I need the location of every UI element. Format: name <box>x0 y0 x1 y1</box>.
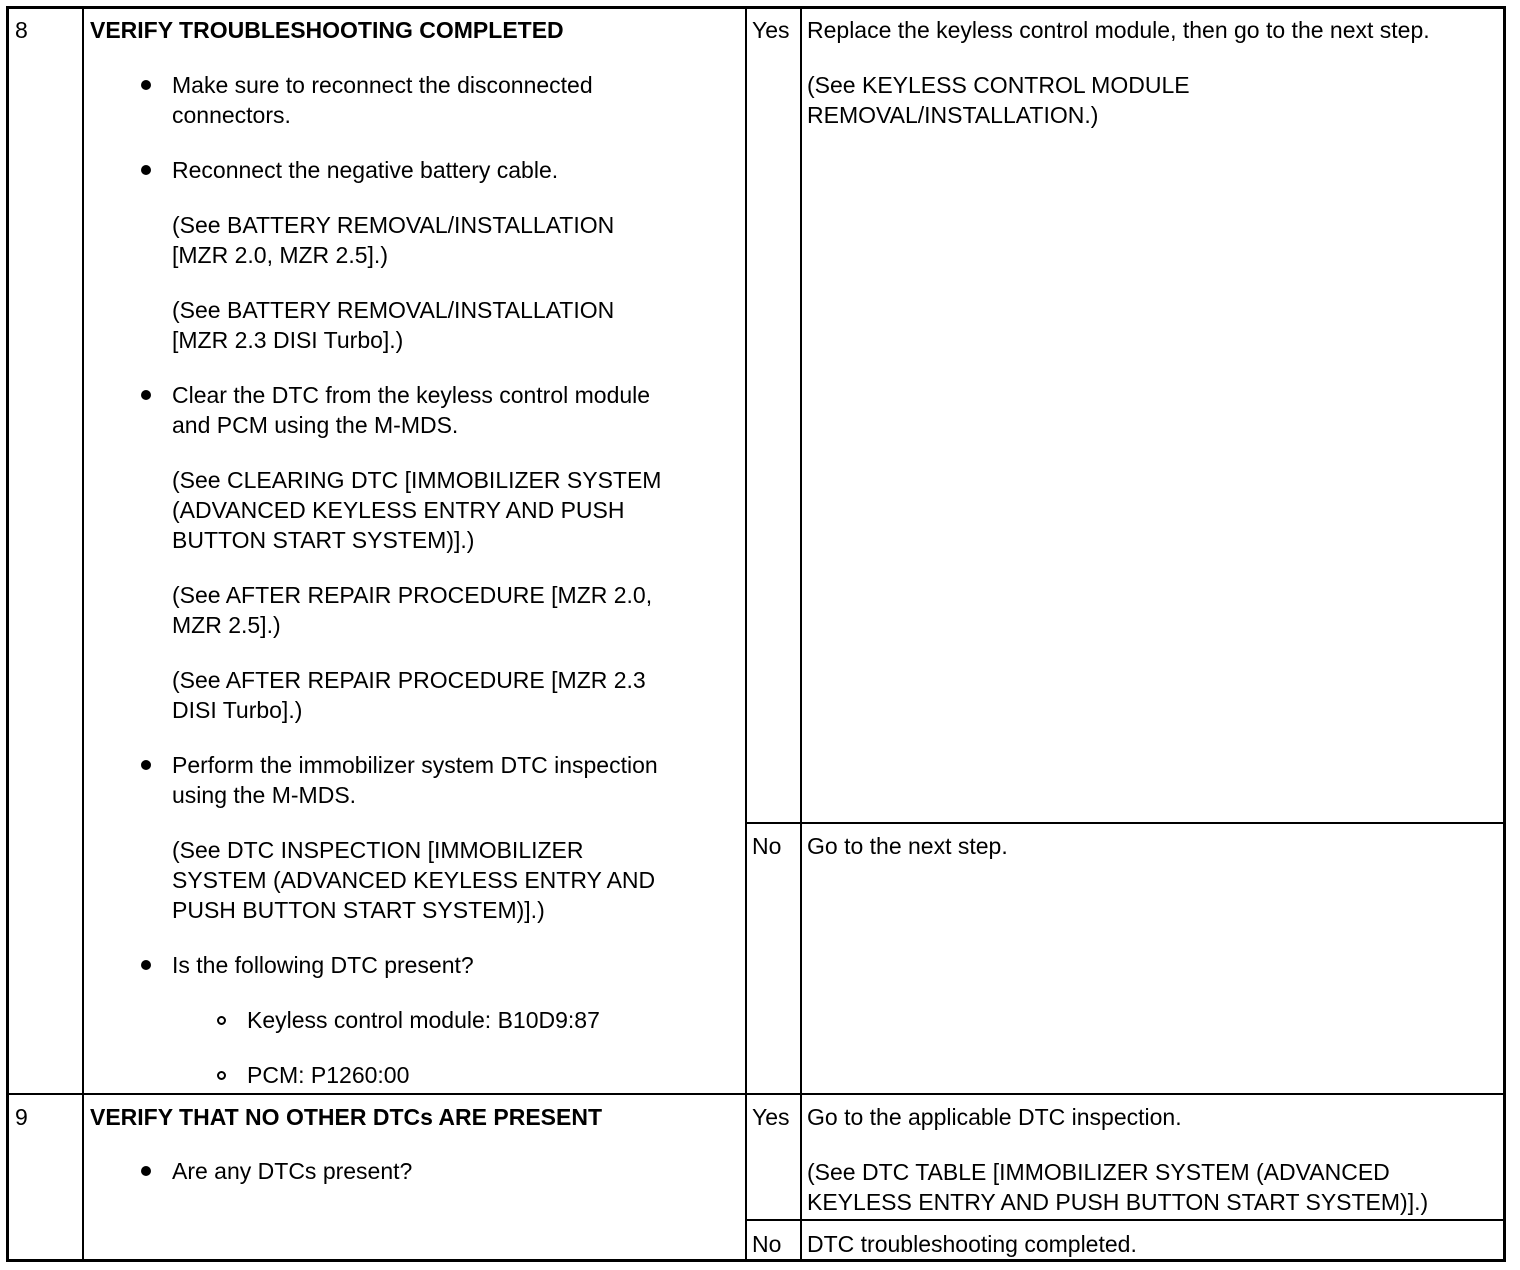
bullet-icon <box>141 390 151 400</box>
yes-label: Yes <box>752 1104 790 1130</box>
step-number: 9 <box>15 1104 28 1130</box>
result-line: (See KEYLESS CONTROL MODULE <box>807 72 1190 98</box>
bullet-line: Is the following DTC present? <box>172 952 474 978</box>
reference-line: (See AFTER REPAIR PROCEDURE [MZR 2.0, <box>172 582 653 608</box>
bullet-line: using the M-MDS. <box>172 782 357 808</box>
step-number: 8 <box>15 17 28 43</box>
bullet-line: Perform the immobilizer system DTC inspection <box>172 752 658 778</box>
reference-line: PUSH BUTTON START SYSTEM)].) <box>172 897 545 923</box>
reference-line: SYSTEM (ADVANCED KEYLESS ENTRY AND <box>172 867 656 893</box>
result-line: REMOVAL/INSTALLATION.) <box>807 102 1099 128</box>
reference-line: (See CLEARING DTC [IMMOBILIZER SYSTEM <box>172 467 662 493</box>
reference-line: (See BATTERY REMOVAL/INSTALLATION <box>172 297 615 323</box>
bullet-line: Clear the DTC from the keyless control module <box>172 382 651 408</box>
bullet-line: and PCM using the M-MDS. <box>172 412 459 438</box>
sub-item-line: PCM: P1260:00 <box>247 1062 410 1088</box>
bullet-icon <box>141 960 151 970</box>
result-line: Replace the keyless control module, then go to the next step. <box>807 17 1430 43</box>
result-line: DTC troubleshooting completed. <box>807 1231 1137 1257</box>
row8-yes-no-divider <box>745 822 1503 824</box>
result-line: Go to the applicable DTC inspection. <box>807 1104 1182 1130</box>
reference-line: MZR 2.5].) <box>172 612 281 638</box>
bullet-line: connectors. <box>172 102 291 128</box>
no-label: No <box>752 833 782 859</box>
reference-line: (ADVANCED KEYLESS ENTRY AND PUSH <box>172 497 625 523</box>
sub-bullet-icon <box>217 1016 226 1025</box>
result-line: Go to the next step. <box>807 833 1008 859</box>
bullet-line: Are any DTCs present? <box>172 1158 413 1184</box>
reference-line: DISI Turbo].) <box>172 697 303 723</box>
result-line: (See DTC TABLE [IMMOBILIZER SYSTEM (ADVANCED <box>807 1159 1390 1185</box>
no-label: No <box>752 1231 782 1257</box>
bullet-icon <box>141 80 151 90</box>
bullet-icon <box>141 165 151 175</box>
bullet-line: Reconnect the negative battery cable. <box>172 157 559 183</box>
step-items <box>83 1095 743 1255</box>
reference-line: [MZR 2.3 DISI Turbo].) <box>172 327 404 353</box>
col-divider-action <box>745 9 747 1259</box>
step-items <box>83 9 743 1093</box>
bullet-icon <box>141 1166 151 1176</box>
reference-line: (See BATTERY REMOVAL/INSTALLATION <box>172 212 615 238</box>
reference-line: (See AFTER REPAIR PROCEDURE [MZR 2.3 <box>172 667 646 693</box>
col-divider-result <box>800 9 802 1259</box>
reference-line: BUTTON START SYSTEM)].) <box>172 527 475 553</box>
step-heading: VERIFY THAT NO OTHER DTCs ARE PRESENT <box>90 1104 603 1130</box>
bullet-line: Make sure to reconnect the disconnected <box>172 72 593 98</box>
row9-yes-no-divider <box>745 1219 1503 1221</box>
bullet-icon <box>141 760 151 770</box>
sub-item-line: Keyless control module: B10D9:87 <box>247 1007 600 1033</box>
reference-line: [MZR 2.0, MZR 2.5].) <box>172 242 388 268</box>
reference-line: (See DTC INSPECTION [IMMOBILIZER <box>172 837 584 863</box>
result-line: KEYLESS ENTRY AND PUSH BUTTON START SYSTEM)].) <box>807 1189 1429 1215</box>
step-heading: VERIFY TROUBLESHOOTING COMPLETED <box>90 17 564 43</box>
sub-bullet-icon <box>217 1071 226 1080</box>
yes-label: Yes <box>752 17 790 43</box>
troubleshooting-table <box>6 6 1506 1262</box>
